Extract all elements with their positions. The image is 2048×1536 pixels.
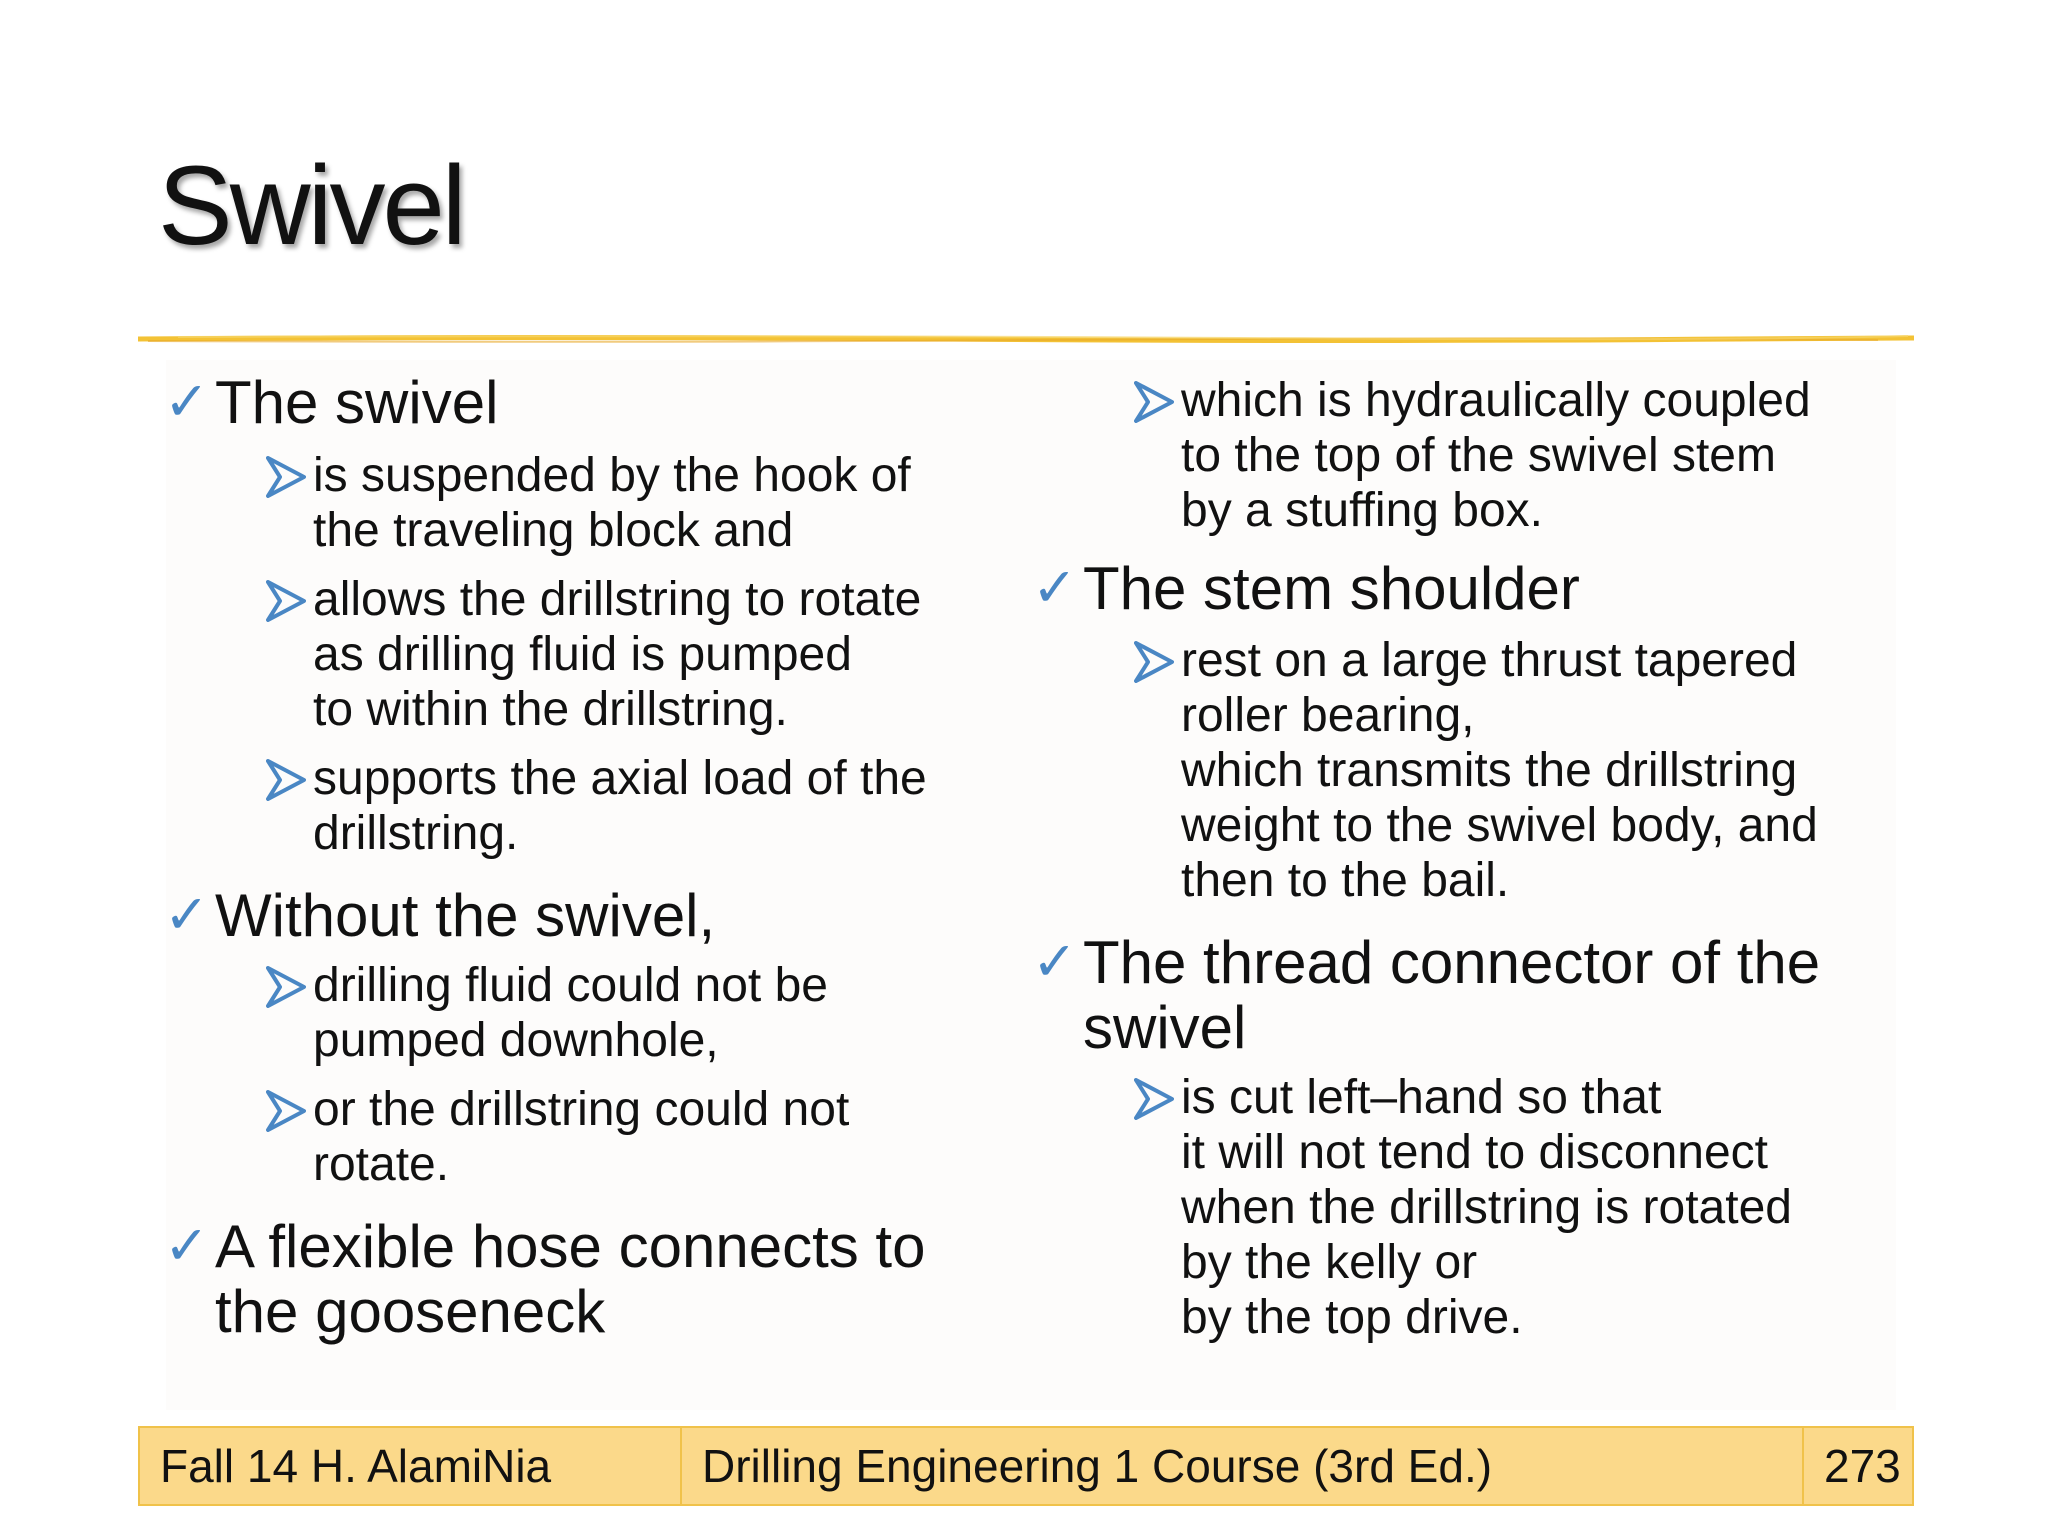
right-column (1028, 373, 1928, 1345)
arrow-bullet-icon (266, 966, 306, 1008)
check-icon: ✓ (164, 883, 210, 946)
footer-page-number: 273 (1824, 1440, 1901, 1492)
sub-bullet: or the drillstring could not rotate. (160, 1082, 1020, 1192)
slide-footer (138, 1426, 1914, 1506)
bullet-flexible-hose: ✓ A flexible hose connects to the gooseneck (164, 1213, 926, 1345)
sub-bullet: allows the drillstring to rotate as drilling fluid is pumped to within the drillstring. (160, 572, 1020, 737)
check-icon: ✓ (1032, 556, 1078, 619)
sub-bullet: is suspended by the hook of the traveling block and (160, 448, 1020, 558)
check-icon: ✓ (164, 1214, 210, 1277)
arrow-bullet-icon (266, 456, 306, 498)
arrow-bullet-icon (266, 580, 306, 622)
footer-course: Drilling Engineering 1 Course (3rd Ed.) (682, 1428, 1804, 1504)
check-icon: ✓ (164, 370, 210, 433)
sub-bullet: supports the axial load of the drillstring. (160, 751, 1020, 861)
title-divider (138, 331, 1914, 347)
slide-title: Swivel (158, 143, 464, 268)
sub-bullet: is cut left–hand so that it will not tend to disconnect when the drillstring is rotated by the kelly or by the top drive. (1028, 1070, 1928, 1345)
arrow-bullet-icon (1134, 381, 1174, 423)
sub-bullet: drilling fluid could not be pumped downhole, (160, 958, 1020, 1068)
bullet-thread-connector: ✓ The thread connector of the swivel (1032, 929, 1821, 1061)
bullet-the-swivel: ✓ The swivel (164, 369, 499, 436)
arrow-bullet-icon (1134, 641, 1174, 683)
arrow-bullet-icon (266, 759, 306, 801)
footer-author: Fall 14 H. AlamiNia (140, 1428, 682, 1504)
left-column (160, 370, 1020, 1344)
check-icon: ✓ (1032, 930, 1078, 993)
bullet-stem-shoulder: ✓ The stem shoulder (1032, 555, 1580, 622)
arrow-bullet-icon (1134, 1078, 1174, 1120)
bullet-without-swivel: ✓ Without the swivel, (164, 882, 716, 949)
sub-bullet: rest on a large thrust tapered roller bearing, which transmits the drillstring weight to the swivel body, and then to the bail. (1028, 633, 1928, 908)
arrow-bullet-icon (266, 1090, 306, 1132)
sub-bullet-continuation: which is hydraulically coupled to the top of the swivel stem by a stuffing box. (1028, 373, 1928, 538)
